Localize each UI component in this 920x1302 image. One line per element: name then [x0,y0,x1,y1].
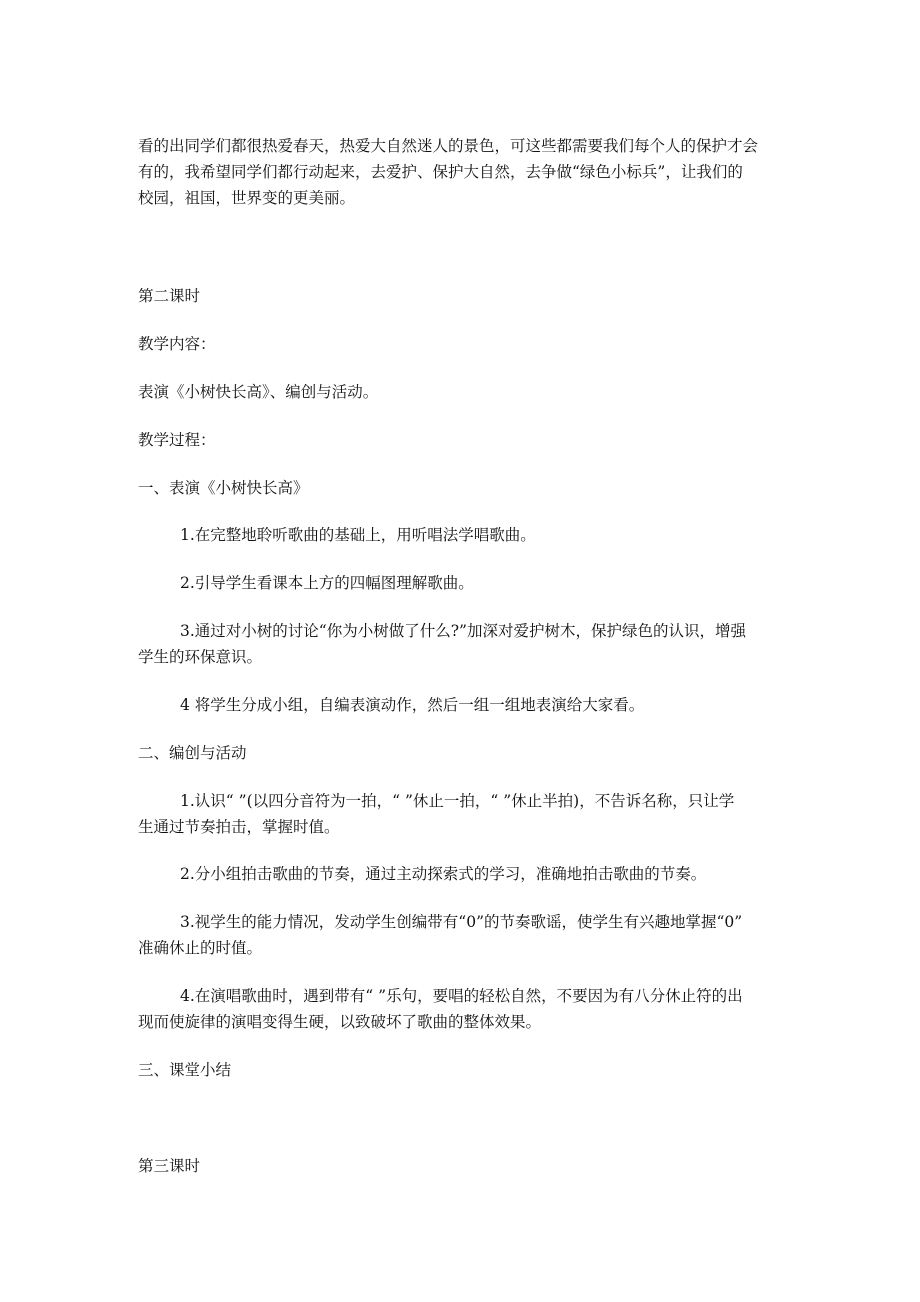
section3-heading: 三、课堂小结 [138,1061,232,1079]
section1-item-3-line-1: 3.通过对小树的讨论“你为小树做了什么?”加深对爱护树木，保护绿色的认识，增强 [180,622,746,640]
section2-item-3-line-2: 准确休止的时值。 [138,939,263,957]
intro-line-3: 校园，祖国，世界变的更美丽。 [138,189,356,207]
lesson2-title: 第二课时 [138,287,201,305]
section1-item-1: 1.在完整地聆听歌曲的基础上，用听唱法学唱歌曲。 [180,526,536,544]
section2-heading: 二、编创与活动 [138,744,247,762]
lesson3-title: 第三课时 [138,1157,201,1175]
section2-item-4-line-1: 4.在演唱歌曲时，遇到带有“ ”乐句，要唱的轻松自然，不要因为有八分休止符的出 [180,987,743,1005]
teaching-content-label: 教学内容： [138,335,216,353]
teaching-process-label: 教学过程： [138,431,216,449]
section1-heading: 一、表演《小树快长高》 [138,479,309,497]
section2-item-1-line-1: 1.认识“ ”(以四分音符为一拍，“ ”休止一拍，“ ”休止半拍)，不告诉名称，只让学 [180,792,735,810]
section2-item-1-line-2: 生通过节奏拍击，掌握时值。 [138,818,340,836]
section2-item-3-line-1: 3.视学生的能力情况，发动学生创编带有“0”的节奏歌谣，使学生有兴趣地掌握“0” [180,913,743,931]
section1-item-4: 4 将学生分成小组，自编表演动作，然后一组一组地表演给大家看。 [180,696,645,714]
section1-item-3-line-2: 学生的环保意识。 [138,648,263,666]
section1-item-2: 2.引导学生看课本上方的四幅图理解歌曲。 [180,574,474,592]
section2-item-2: 2.分小组拍击歌曲的节奏，通过主动探索式的学习，准确地拍击歌曲的节奏。 [180,865,707,883]
teaching-content: 表演《小树快长高》、编创与活动。 [138,383,379,401]
section2-item-4-line-2: 现而使旋律的演唱变得生硬，以致破坏了歌曲的整体效果。 [138,1013,542,1031]
intro-line-1: 看的出同学们都很热爱春天，热爱大自然迷人的景色，可这些都需要我们每个人的保护才会 [138,137,759,155]
intro-line-2: 有的，我希望同学们都行动起来，去爱护、保护大自然，去争做“绿色小标兵”，让我们的 [138,163,743,181]
